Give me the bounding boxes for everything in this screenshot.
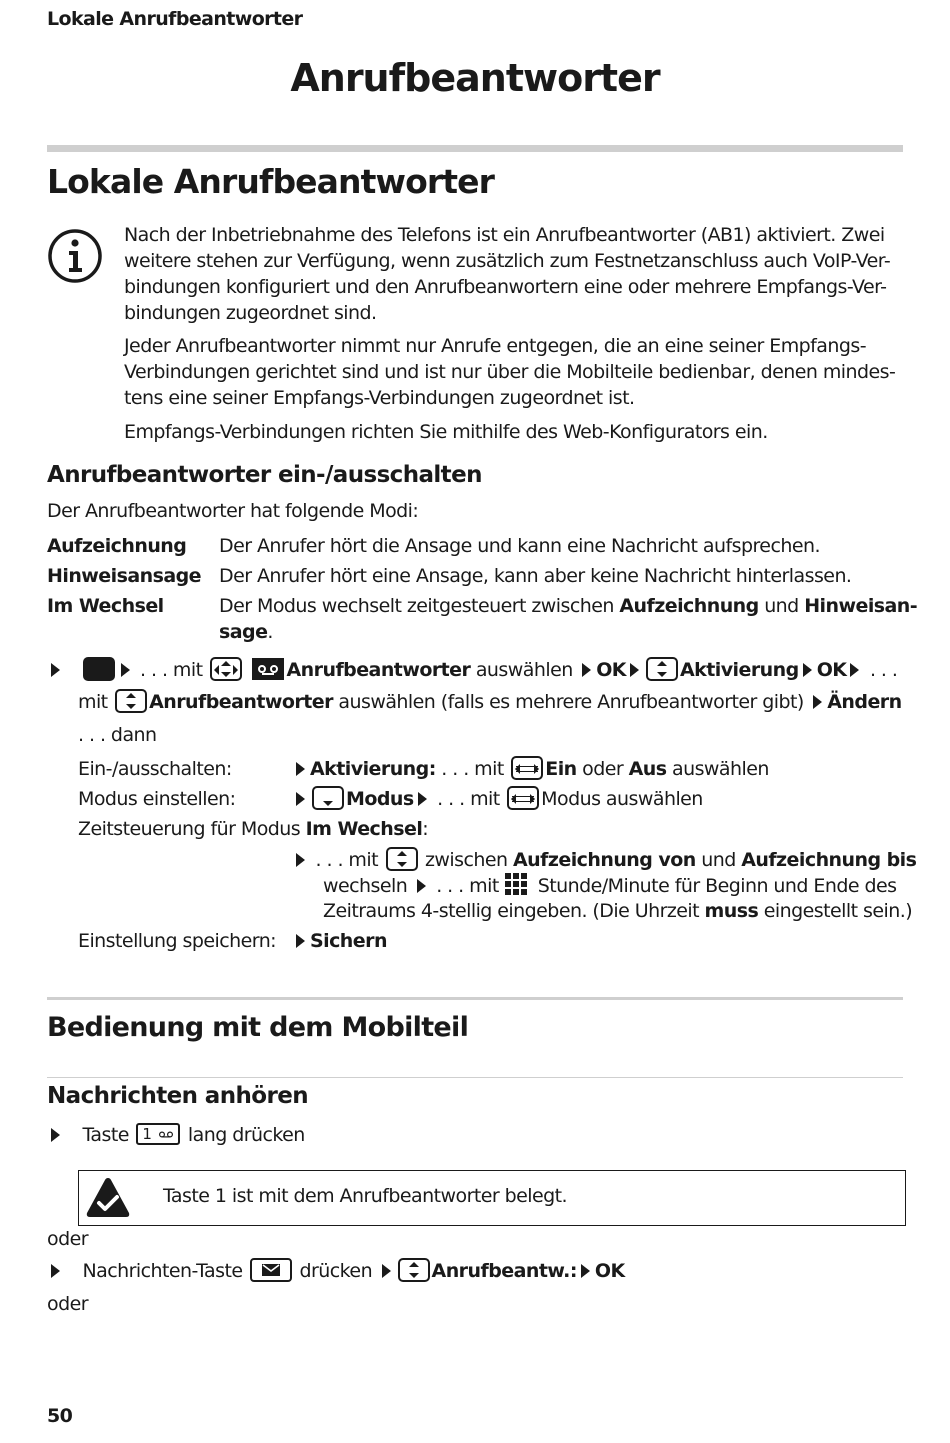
subsection-title-listen: Nachrichten anhören xyxy=(47,1083,308,1109)
running-header: Lokale Anrufbeantworter xyxy=(47,8,303,30)
step-arrow-icon xyxy=(418,792,427,806)
step-arrow-icon xyxy=(296,853,305,867)
step-arrow-icon xyxy=(581,1264,590,1278)
subsection-divider xyxy=(47,1077,903,1078)
message-key-icon[interactable] xyxy=(250,1258,292,1282)
step-arrow-icon xyxy=(296,934,305,948)
step-arrow-icon xyxy=(630,663,639,677)
step-arrow-icon xyxy=(813,695,822,709)
row-value-mode: Modus . . . mit Modus auswählen xyxy=(292,784,703,814)
nav-key-leftright-icon[interactable] xyxy=(511,756,543,780)
ok-softkey[interactable]: OK xyxy=(816,659,847,681)
menu-key-icon[interactable] xyxy=(83,657,115,681)
row-value-timer-3: Zeitraums 4-stellig eingeben. (Die Uhrzeit muss eingestellt sein.) xyxy=(323,900,913,922)
row-value-timer-1: . . . mit zwischen Aufzeichnung von und Aufzeichnung bis xyxy=(292,845,916,875)
step-arrow-icon xyxy=(51,663,60,677)
step-arrow-icon xyxy=(582,663,591,677)
step-arrow-icon xyxy=(417,879,426,893)
warning-check-icon xyxy=(85,1175,131,1221)
subsection-title-onoff: Anrufbeantworter ein-/ausschalten xyxy=(47,462,482,488)
nav-key-updown-icon[interactable] xyxy=(115,689,147,713)
step-arrow-icon xyxy=(51,1128,60,1142)
keypad-icon xyxy=(504,873,530,897)
or-label: oder xyxy=(47,1228,88,1250)
row-label-timer: Zeitsteuerung für Modus Im Wechsel: xyxy=(78,818,429,840)
or-label: oder xyxy=(47,1293,88,1315)
mode-term: Hinweisansage xyxy=(47,565,202,587)
step-arrow-icon xyxy=(51,1264,60,1278)
step-arrow-icon xyxy=(850,663,859,677)
change-softkey[interactable]: Ändern xyxy=(827,691,902,713)
mode-desc: Der Modus wechselt zeitgesteuert zwischen Aufzeichnung und Hinweisan- xyxy=(219,595,918,617)
step-line-2: mit Anrufbeantworter auswählen (falls es mehrere Anrufbeantworter gibt) Ändern xyxy=(78,691,902,713)
mode-desc-cont: sage. xyxy=(219,621,273,643)
key-1-voicemail-icon[interactable]: 1 xyxy=(136,1123,180,1145)
chapter-title: Anrufbeantworter xyxy=(290,56,660,100)
ok-softkey[interactable]: OK xyxy=(594,1260,625,1282)
row-label-onoff: Ein-/ausschalten: xyxy=(78,758,232,780)
text-line: tens eine seiner Empfangs-Verbindungen zugeordnet ist. xyxy=(124,387,635,409)
warning-text: Taste 1 ist mit dem Anrufbeantworter belegt. xyxy=(163,1185,568,1207)
info-icon xyxy=(47,228,103,284)
step-arrow-icon xyxy=(296,762,305,776)
nav-key-4way-icon[interactable] xyxy=(210,657,242,681)
text-line: Verbindungen gerichtet sind und ist nur über die Mobilteile bedienbar, denen mindes- xyxy=(124,361,896,383)
mode-desc: Der Anrufer hört eine Ansage, kann aber keine Nachricht hinterlassen. xyxy=(219,565,852,587)
row-value-timer-2: wechseln . . . mit Stunde/Minute für Beginn und Ende des xyxy=(323,875,897,897)
mode-term: Aufzeichnung xyxy=(47,535,187,557)
section-title-handset: Bedienung mit dem Mobilteil xyxy=(47,1012,469,1043)
row-label-save: Einstellung speichern: xyxy=(78,930,277,952)
step-line-1: . . . mit Anrufbeantworter auswählen OK Aktivierung OK . . . xyxy=(47,655,897,685)
section-title: Lokale Anrufbeantworter xyxy=(47,162,494,201)
nav-key-down-icon[interactable] xyxy=(312,786,344,810)
modes-intro: Der Anrufbeantworter hat folgende Modi: xyxy=(47,500,419,522)
listen-step-2: Nachrichten-Taste drücken Anrufbeantw.: OK xyxy=(47,1256,625,1286)
step-arrow-icon xyxy=(382,1264,391,1278)
info-paragraph-3: Empfangs-Verbindungen richten Sie mithilfe des Web-Konfigurators ein. xyxy=(124,421,768,443)
info-paragraph-2 xyxy=(124,333,895,411)
info-paragraph-1 xyxy=(124,222,890,326)
nav-key-updown-icon[interactable] xyxy=(398,1258,430,1282)
nav-key-updown-icon[interactable] xyxy=(386,847,418,871)
ok-softkey[interactable]: OK xyxy=(596,659,626,681)
step-arrow-icon xyxy=(803,663,812,677)
mode-term: Im Wechsel xyxy=(47,595,164,617)
row-value-onoff: Aktivierung: . . . mit Ein oder Aus auswählen xyxy=(292,754,769,784)
text-line: bindungen konfiguriert und den Anrufbeanwortern eine oder mehrere Empfangs-Ver- xyxy=(124,276,887,298)
step-arrow-icon xyxy=(121,663,130,677)
listen-step-1: Taste 1 lang drücken xyxy=(47,1121,305,1149)
section-divider xyxy=(47,145,903,152)
page-number: 50 xyxy=(47,1405,73,1427)
answering-machine-icon xyxy=(252,658,284,680)
text-line: Nach der Inbetriebnahme des Telefons ist ein Anrufbeantworter (AB1) aktiviert. Zwei xyxy=(124,224,885,246)
step-line-3: . . . dann xyxy=(78,724,157,746)
step-arrow-icon xyxy=(296,792,305,806)
row-value-save xyxy=(292,928,387,954)
text-line: Jeder Anrufbeantworter nimmt nur Anrufe entgegen, die an eine seiner Empfangs- xyxy=(124,335,867,357)
nav-key-leftright-icon[interactable] xyxy=(507,786,539,810)
text-line: bindungen zugeordnet sind. xyxy=(124,302,377,324)
row-label-mode: Modus einstellen: xyxy=(78,788,236,810)
mode-desc: Der Anrufer hört die Ansage und kann eine Nachricht aufsprechen. xyxy=(219,535,820,557)
section-divider xyxy=(47,997,903,1000)
text-line: weitere stehen zur Verfügung, wenn zusätzlich zum Festnetzanschluss auch VoIP-Ver- xyxy=(124,250,891,272)
nav-key-updown-icon[interactable] xyxy=(646,657,678,681)
save-softkey[interactable]: Sichern xyxy=(310,930,387,952)
